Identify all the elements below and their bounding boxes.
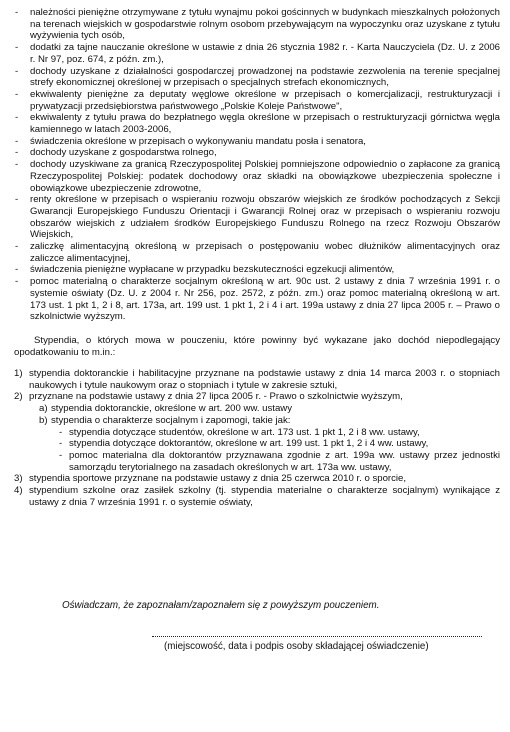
document-body bbox=[14, 7, 500, 508]
item-number: 2) bbox=[14, 391, 23, 403]
lettered-item bbox=[39, 403, 500, 415]
sub-item: - stypendia dotyczące doktorantów, określone w art. 199 ust. 1 pkt 1, 2 i 4 ww. ustawy, bbox=[59, 438, 500, 450]
list-item: - świadczenia określone w przepisach o wykonywaniu mandatu posła i senatora, bbox=[14, 136, 500, 148]
lettered-list bbox=[29, 403, 500, 473]
scholarship-intro: Stypendia, o których mowa w pouczeniu, które powinny być wykazane jako dochód niepodlegający opodatkowaniu to m.in.: bbox=[14, 334, 500, 358]
scholarship-list bbox=[14, 368, 500, 508]
item-text: stypendia doktoranckie, określone w art. 200 ww. ustawy bbox=[51, 403, 293, 415]
numbered-item bbox=[14, 368, 500, 391]
signature-line bbox=[152, 628, 482, 637]
list-item: - dochody uzyskane z działalności gospodarczej prowadzonej na podstawie zezwolenia na terenie specjalnej strefy ekonomicznej określonej w przepisach o specjalnych strefach ekonomicznych, bbox=[14, 66, 500, 89]
lettered-item bbox=[39, 415, 500, 474]
item-text: przyznane na podstawie ustawy z dnia 27 lipca 2005 r. - Prawo o szkolnictwie wyższym, bbox=[29, 391, 403, 403]
item-letter: a) bbox=[39, 403, 48, 415]
item-text: stypendia doktoranckie i habilitacyjne przyznane na podstawie ustawy z dnia 14 marca 2003 r. o stopniach naukowych i tytule naukowym oraz o stopniach i tytule w zakresie sztuki, bbox=[29, 367, 500, 391]
numbered-item bbox=[14, 473, 500, 485]
sub-list bbox=[51, 427, 500, 474]
income-list bbox=[14, 7, 500, 323]
item-text: stypendia o charakterze socjalnym i zapomogi, takie jak: bbox=[51, 414, 291, 426]
list-item: - dodatki za tajne nauczanie określone w ustawie z dnia 26 stycznia 1982 r. - Karta Nauczyciela (Dz. U. z 2006 r. Nr 97, poz. 674, z późn. zm.), bbox=[14, 42, 500, 65]
item-text: stypendia sportowe przyznane na podstawie ustawy z dnia 25 czerwca 2010 r. o sporcie, bbox=[29, 473, 407, 485]
item-number: 3) bbox=[14, 473, 23, 485]
sub-item: - stypendia dotyczące studentów, określone w art. 173 ust. 1 pkt 1, 2 i 8 ww. ustawy, bbox=[59, 427, 500, 439]
sub-item: - pomoc materialna dla doktorantów przyznawana zgodnie z art. 199a ww. ustawy przez jednostki samorządu terytorialnego na zasadach określonych w art. 173a ww. ustawy, bbox=[59, 450, 500, 473]
item-letter: b) bbox=[39, 414, 48, 426]
declaration-statement: Oświadczam, że zapoznałam/zapoznałem się z powyższym pouczeniem. bbox=[62, 600, 380, 611]
list-item: - ekwiwalenty pieniężne za deputaty węglowe określone w przepisach o komercjalizacji, restrukturyzacji i prywatyzacji przedsiębiorstwa państwowego „Polskie Koleje Państwowe", bbox=[14, 89, 500, 112]
item-text: stypendium szkolne oraz zasiłek szkolny (tj. stypendia materialne o charakterze socjalnym) wynikające z ustawy z dnia 7 września 1991 r. o systemie oświaty, bbox=[29, 485, 500, 508]
list-item: - dochody uzyskane z gospodarstwa rolnego, bbox=[14, 147, 500, 159]
item-number: 4) bbox=[14, 485, 23, 497]
list-item: - dochody uzyskiwane za granicą Rzeczypospolitej Polskiej pomniejszone odpowiednio o zapłacone za granicą Rzeczypospolitej Polskiej: podatek dochodowy oraz składki na obowiązkowe ubezpieczenia społeczne i obowiązkowe ubezpieczenie zdrowotne, bbox=[14, 159, 500, 194]
list-item: - renty określone w przepisach o wspieraniu rozwoju obszarów wiejskich ze środków pochodzących z Sekcji Gwarancji Europejskiego Funduszu Orientacji i Gwarancji Rolnej oraz w przepisach o wspieraniu rozwoju obszarów wiejskich z udziałem środków Europejskiego Funduszu Rolnego na rzecz Rozwoju Obszarów Wiejskich, bbox=[14, 194, 500, 241]
list-item: - zaliczkę alimentacyjną określoną w przepisach o postępowaniu wobec dłużników alimentacyjnych oraz zaliczce alimentacyjnej, bbox=[14, 241, 500, 264]
signature-caption: (miejscowość, data i podpis osoby składającej oświadczenie) bbox=[164, 641, 429, 652]
list-item: - świadczenia pieniężne wypłacane w przypadku bezskuteczności egzekucji alimentów, bbox=[14, 264, 500, 276]
item-number: 1) bbox=[14, 367, 23, 379]
list-item: - ekwiwalenty z tytułu prawa do bezpłatnego węgla określone w przepisach o restrukturyzacji górnictwa węgla kamiennego w latach 2003-2006, bbox=[14, 112, 500, 135]
numbered-item bbox=[14, 391, 500, 473]
list-item: - pomoc materialną o charakterze socjalnym określoną w art. 90c ust. 2 ustawy z dnia 7 września 1991 r. o systemie oświaty (Dz. U. z 2004 r. Nr 256, poz. 2572, z późn. zm.) oraz pomoc materialną określoną w art. 173 ust. 1 pkt 1, 2 i 8, art. 173a, art. 199 ust. 1 pkt 1, 2 i 4 i art. 199a ustawy z dnia 27 lipca 2005 r. – Prawo o szkolnictwie wyższym. bbox=[14, 276, 500, 323]
list-item: - należności pieniężne otrzymywane z tytułu wynajmu pokoi gościnnych w budynkach mieszkalnych położonych na terenach wiejskich w gospodarstwie rolnym osobom przebywającym na wypoczynku oraz uzyskane z tytułu wyżywienia tych osób, bbox=[14, 7, 500, 42]
numbered-item bbox=[14, 485, 500, 508]
